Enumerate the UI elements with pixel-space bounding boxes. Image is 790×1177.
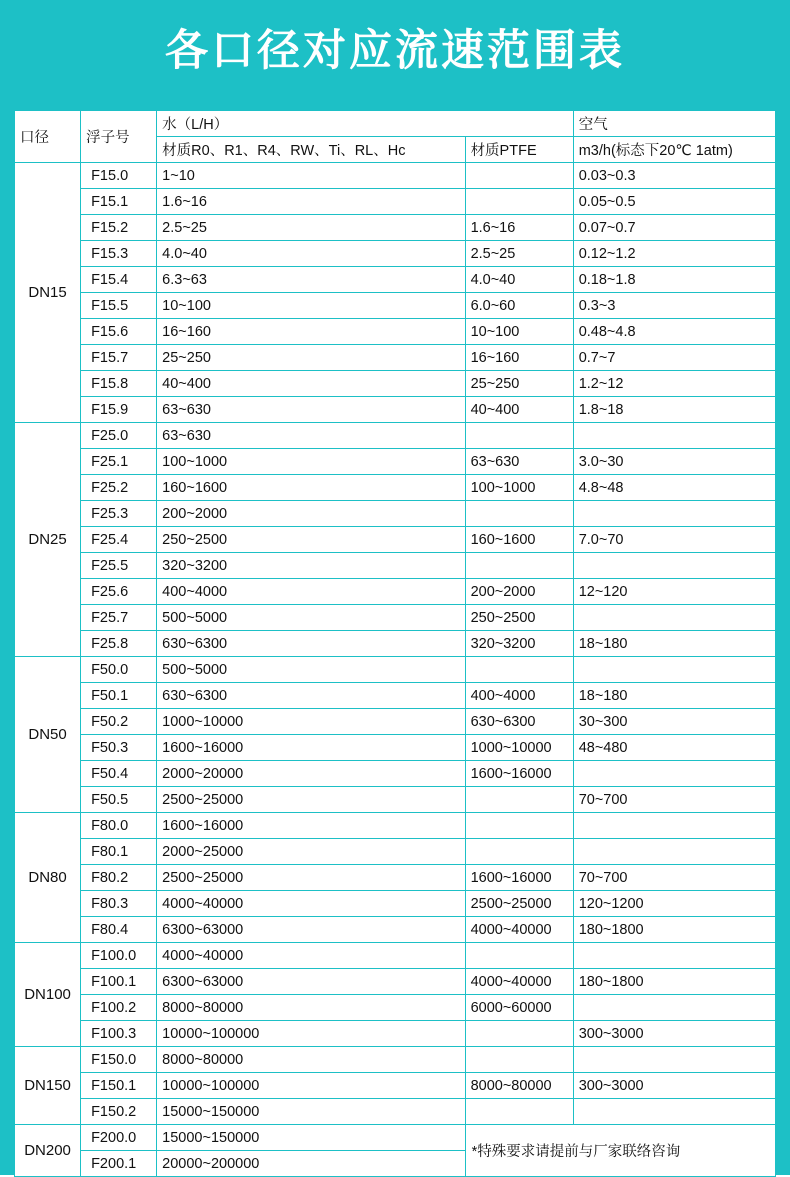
table-row [15,709,776,735]
table-row [15,501,776,527]
cell-ptfe-range: 1000~10000 [465,735,573,761]
cell-float-no: F50.2 [81,709,157,735]
cell-float-no: F100.0 [81,943,157,969]
cell-water-range: 2500~25000 [157,787,465,813]
table-row [15,241,776,267]
cell-air-range [573,657,775,683]
cell-air-range: 0.03~0.3 [573,163,775,189]
table-row [15,891,776,917]
table-row [15,371,776,397]
cell-water-range: 2500~25000 [157,865,465,891]
table-row [15,189,776,215]
cell-air-range: 18~180 [573,631,775,657]
table-row [15,995,776,1021]
cell-ptfe-range [465,657,573,683]
cell-water-range: 500~5000 [157,605,465,631]
cell-water-range: 8000~80000 [157,1047,465,1073]
flow-range-table-wrapper [14,110,776,1177]
table-row [15,267,776,293]
cell-note: *特殊要求请提前与厂家联络咨询 [465,1125,775,1177]
cell-water-range: 15000~150000 [157,1099,465,1125]
cell-float-no: F15.0 [81,163,157,189]
table-header-row-top [15,111,776,137]
table-row [15,735,776,761]
cell-water-range: 4000~40000 [157,943,465,969]
cell-ptfe-range [465,423,573,449]
cell-float-no: F200.1 [81,1151,157,1177]
table-row [15,839,776,865]
table-row [15,319,776,345]
table-row [15,865,776,891]
cell-air-range [573,423,775,449]
header-float-no: 浮子号 [81,111,157,163]
table-row [15,423,776,449]
cell-water-range: 63~630 [157,423,465,449]
cell-ptfe-range [465,189,573,215]
cell-ptfe-range: 4000~40000 [465,917,573,943]
cell-air-range: 0.3~3 [573,293,775,319]
cell-float-no: F150.0 [81,1047,157,1073]
cell-water-range: 6300~63000 [157,969,465,995]
table-row [15,345,776,371]
cell-ptfe-range: 1600~16000 [465,761,573,787]
cell-float-no: F100.1 [81,969,157,995]
cell-air-range: 120~1200 [573,891,775,917]
cell-water-range: 8000~80000 [157,995,465,1021]
cell-dn: DN25 [15,423,81,657]
cell-dn: DN100 [15,943,81,1047]
table-row [15,1047,776,1073]
cell-float-no: F80.3 [81,891,157,917]
cell-float-no: F15.3 [81,241,157,267]
cell-ptfe-range: 6000~60000 [465,995,573,1021]
header-water: 水（L/H） [157,111,574,137]
cell-ptfe-range [465,943,573,969]
cell-ptfe-range: 200~2000 [465,579,573,605]
cell-water-range: 2000~20000 [157,761,465,787]
cell-float-no: F25.1 [81,449,157,475]
cell-float-no: F15.4 [81,267,157,293]
cell-water-range: 10000~100000 [157,1021,465,1047]
table-row [15,397,776,423]
cell-float-no: F50.3 [81,735,157,761]
cell-water-range: 630~6300 [157,631,465,657]
table-row [15,813,776,839]
table-row [15,657,776,683]
cell-air-range: 0.05~0.5 [573,189,775,215]
table-row [15,943,776,969]
cell-air-range [573,1099,775,1125]
header-air: 空气 [573,111,775,137]
cell-float-no: F15.9 [81,397,157,423]
cell-ptfe-range: 1600~16000 [465,865,573,891]
cell-float-no: F25.2 [81,475,157,501]
table-row [15,527,776,553]
cell-ptfe-range [465,163,573,189]
cell-float-no: F25.0 [81,423,157,449]
cell-water-range: 16~160 [157,319,465,345]
table-row [15,683,776,709]
cell-water-range: 1.6~16 [157,189,465,215]
cell-water-range: 320~3200 [157,553,465,579]
cell-air-range: 300~3000 [573,1021,775,1047]
cell-air-range: 1.8~18 [573,397,775,423]
header-water-material: 材质R0、R1、R4、RW、Ti、RL、Hc [157,137,465,163]
cell-ptfe-range [465,813,573,839]
cell-ptfe-range: 4000~40000 [465,969,573,995]
cell-float-no: F25.8 [81,631,157,657]
cell-float-no: F15.5 [81,293,157,319]
cell-float-no: F50.1 [81,683,157,709]
cell-water-range: 1~10 [157,163,465,189]
cell-float-no: F50.5 [81,787,157,813]
table-row [15,163,776,189]
cell-water-range: 200~2000 [157,501,465,527]
cell-air-range: 4.8~48 [573,475,775,501]
cell-water-range: 10~100 [157,293,465,319]
cell-ptfe-range: 2.5~25 [465,241,573,267]
cell-water-range: 1000~10000 [157,709,465,735]
cell-air-range: 70~700 [573,865,775,891]
cell-water-range: 63~630 [157,397,465,423]
table-row [15,631,776,657]
cell-ptfe-range [465,501,573,527]
cell-float-no: F25.6 [81,579,157,605]
page-title: 各口径对应流速范围表 [165,26,625,76]
cell-air-range: 300~3000 [573,1073,775,1099]
header-ptfe-material: 材质PTFE [465,137,573,163]
cell-water-range: 1600~16000 [157,813,465,839]
cell-float-no: F25.5 [81,553,157,579]
cell-water-range: 6300~63000 [157,917,465,943]
cell-water-range: 2.5~25 [157,215,465,241]
cell-ptfe-range: 400~4000 [465,683,573,709]
cell-float-no: F100.3 [81,1021,157,1047]
table-row [15,969,776,995]
cell-air-range: 3.0~30 [573,449,775,475]
table-row [15,605,776,631]
cell-float-no: F50.0 [81,657,157,683]
cell-float-no: F80.2 [81,865,157,891]
header-dn: 口径 [15,111,81,163]
cell-ptfe-range [465,1047,573,1073]
cell-ptfe-range [465,553,573,579]
table-row [15,475,776,501]
cell-float-no: F15.2 [81,215,157,241]
table-row [15,761,776,787]
table-row [15,553,776,579]
cell-ptfe-range: 40~400 [465,397,573,423]
table-row [15,215,776,241]
cell-air-range: 1.2~12 [573,371,775,397]
cell-ptfe-range: 16~160 [465,345,573,371]
cell-air-range: 0.12~1.2 [573,241,775,267]
cell-air-range [573,605,775,631]
cell-dn: DN80 [15,813,81,943]
cell-water-range: 15000~150000 [157,1125,465,1151]
cell-ptfe-range [465,839,573,865]
cell-water-range: 10000~100000 [157,1073,465,1099]
cell-air-range [573,761,775,787]
cell-water-range: 6.3~63 [157,267,465,293]
header-air-unit: m3/h(标态下20℃ 1atm) [573,137,775,163]
cell-air-range: 12~120 [573,579,775,605]
cell-float-no: F15.7 [81,345,157,371]
table-row [15,917,776,943]
cell-air-range: 0.07~0.7 [573,215,775,241]
cell-float-no: F100.2 [81,995,157,1021]
cell-water-range: 400~4000 [157,579,465,605]
table-row [15,1125,776,1151]
cell-air-range: 7.0~70 [573,527,775,553]
cell-water-range: 1600~16000 [157,735,465,761]
cell-air-range [573,943,775,969]
cell-air-range [573,1047,775,1073]
table-row [15,293,776,319]
cell-float-no: F150.1 [81,1073,157,1099]
cell-air-range [573,813,775,839]
cell-water-range: 20000~200000 [157,1151,465,1177]
cell-ptfe-range: 25~250 [465,371,573,397]
cell-water-range: 500~5000 [157,657,465,683]
cell-ptfe-range: 8000~80000 [465,1073,573,1099]
cell-water-range: 40~400 [157,371,465,397]
cell-ptfe-range: 63~630 [465,449,573,475]
cell-float-no: F25.4 [81,527,157,553]
cell-ptfe-range: 250~2500 [465,605,573,631]
cell-air-range: 180~1800 [573,969,775,995]
cell-float-no: F25.7 [81,605,157,631]
cell-ptfe-range: 630~6300 [465,709,573,735]
cell-water-range: 2000~25000 [157,839,465,865]
cell-water-range: 100~1000 [157,449,465,475]
cell-water-range: 160~1600 [157,475,465,501]
cell-float-no: F150.2 [81,1099,157,1125]
cell-ptfe-range: 100~1000 [465,475,573,501]
cell-air-range: 0.18~1.8 [573,267,775,293]
table-row [15,1099,776,1125]
cell-float-no: F50.4 [81,761,157,787]
cell-ptfe-range: 160~1600 [465,527,573,553]
cell-ptfe-range: 2500~25000 [465,891,573,917]
cell-dn: DN50 [15,657,81,813]
table-row [15,1021,776,1047]
cell-air-range: 0.48~4.8 [573,319,775,345]
cell-air-range [573,995,775,1021]
cell-air-range [573,501,775,527]
table-row [15,579,776,605]
cell-dn: DN150 [15,1047,81,1125]
flow-range-table [14,110,776,1177]
cell-ptfe-range: 6.0~60 [465,293,573,319]
cell-air-range: 18~180 [573,683,775,709]
cell-float-no: F15.6 [81,319,157,345]
cell-ptfe-range: 10~100 [465,319,573,345]
cell-air-range: 48~480 [573,735,775,761]
cell-float-no: F80.4 [81,917,157,943]
cell-ptfe-range: 1.6~16 [465,215,573,241]
cell-dn: DN15 [15,163,81,423]
table-row [15,449,776,475]
cell-ptfe-range [465,787,573,813]
table-row [15,787,776,813]
cell-float-no: F200.0 [81,1125,157,1151]
cell-ptfe-range [465,1099,573,1125]
cell-float-no: F15.1 [81,189,157,215]
table-row [15,1073,776,1099]
cell-float-no: F80.0 [81,813,157,839]
cell-water-range: 4000~40000 [157,891,465,917]
cell-air-range [573,553,775,579]
cell-air-range [573,839,775,865]
cell-dn: DN200 [15,1125,81,1177]
cell-ptfe-range: 320~3200 [465,631,573,657]
cell-float-no: F15.8 [81,371,157,397]
cell-water-range: 630~6300 [157,683,465,709]
cell-water-range: 4.0~40 [157,241,465,267]
cell-float-no: F25.3 [81,501,157,527]
cell-water-range: 25~250 [157,345,465,371]
cell-air-range: 70~700 [573,787,775,813]
cell-air-range: 30~300 [573,709,775,735]
cell-water-range: 250~2500 [157,527,465,553]
cell-ptfe-range [465,1021,573,1047]
cell-float-no: F80.1 [81,839,157,865]
cell-air-range: 180~1800 [573,917,775,943]
cell-ptfe-range: 4.0~40 [465,267,573,293]
cell-air-range: 0.7~7 [573,345,775,371]
